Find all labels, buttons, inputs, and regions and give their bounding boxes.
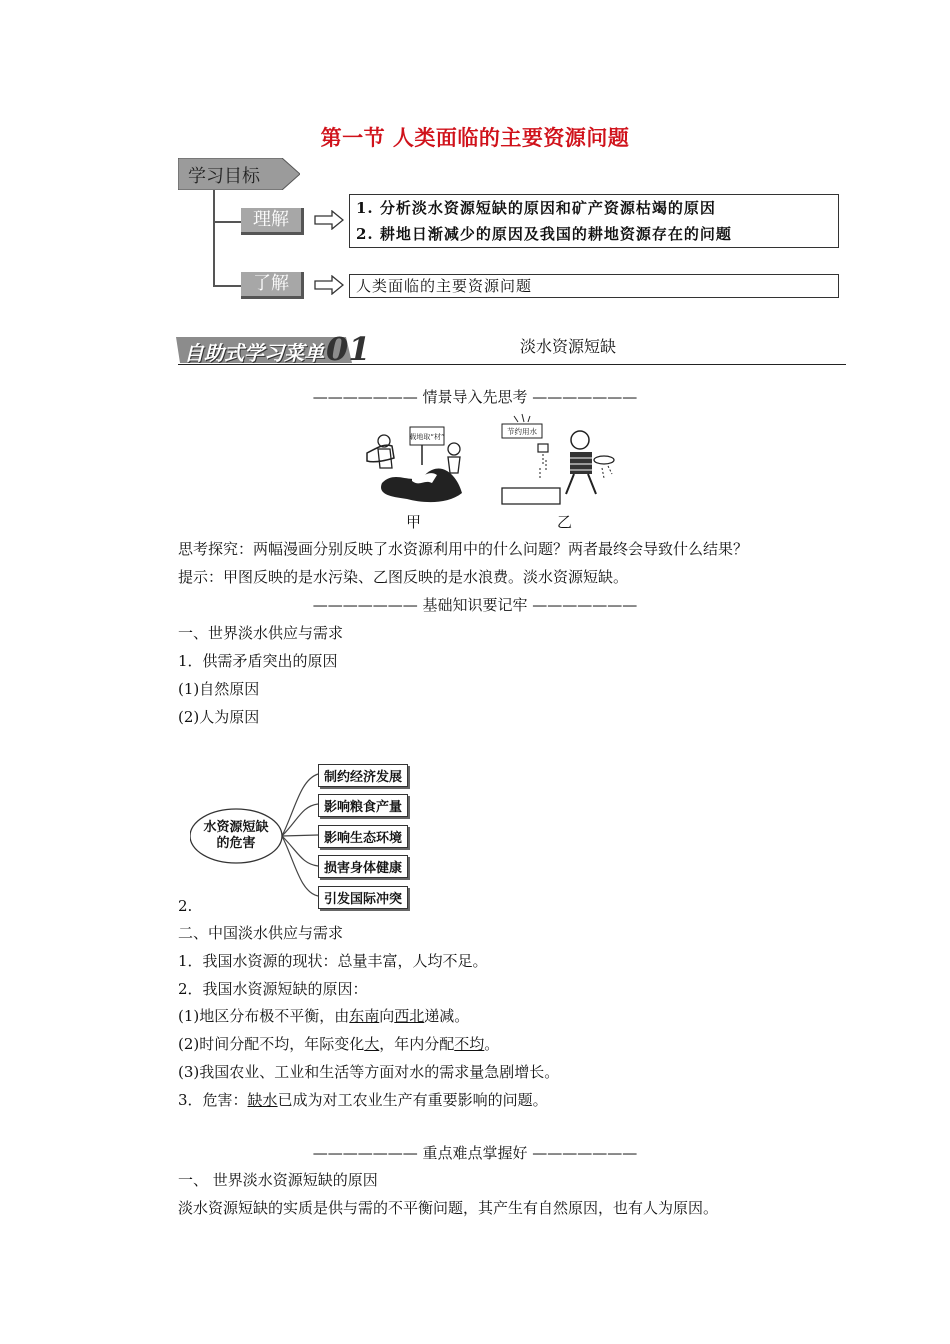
china-item-2a: [178, 1006, 469, 1026]
china-item-2a-mid: 向: [379, 1007, 395, 1025]
section-heading-basics: ——————— 基础知识要记牢 ———————: [312, 596, 638, 614]
item-2-number: 2.: [178, 897, 193, 915]
china-item-2b-pre: (2)时间分配不均，年际变化: [178, 1035, 365, 1053]
goals-branch-1: [213, 221, 241, 223]
menu-divider: [178, 364, 846, 365]
cartoon-waste: [500, 410, 618, 508]
china-item-2b-mid: ，年内分配: [379, 1035, 455, 1053]
item-1a: (1)自然原因: [178, 680, 260, 698]
item-1: 1．供需矛盾突出的原因: [178, 652, 338, 670]
answer-large: 大: [364, 1035, 380, 1053]
china-item-2b: [178, 1034, 499, 1054]
cartoon-sign-left: 载地取“材”: [409, 433, 445, 441]
answer-northwest: 西北: [394, 1007, 425, 1025]
mindmap-item-1: 制约经济发展: [318, 764, 408, 787]
menu-topic: 淡水资源短缺: [520, 337, 617, 356]
arrow-right-icon: [314, 210, 344, 230]
menu-banner: [176, 330, 388, 368]
china-item-1: 1．我国水资源的现状：总量丰富，人均不足。: [178, 952, 488, 970]
heading-china-water: 二、中国淡水供应与需求: [178, 924, 344, 942]
know-item-1: 人类面临的主要资源问题: [356, 277, 533, 295]
know-items-box: [349, 274, 839, 298]
page-title: 第一节 人类面临的主要资源问题: [320, 126, 630, 150]
mindmap: [190, 760, 430, 910]
understand-item-2: 2. 耕地日渐减少的原因及我国的耕地资源存在的问题: [356, 225, 732, 243]
understand-item-1: 1. 分析淡水资源短缺的原因和矿产资源枯竭的原因: [356, 199, 716, 217]
menu-banner-number: 01: [326, 330, 371, 368]
china-item-3-pre: 3．危害：: [178, 1091, 248, 1109]
know-label: 了解: [241, 272, 304, 299]
understand-items-box: [349, 194, 839, 248]
caption-right: 乙: [557, 513, 573, 531]
arrow-right-icon: [314, 275, 344, 295]
understand-label: 理解: [241, 208, 304, 235]
think-hint: 提示：甲图反映的是水污染、乙图反映的是水浪费。淡水资源短缺。: [178, 568, 629, 586]
shortage-causes-text: 淡水资源短缺的实质是供与需的不平衡问题，其产生有自然原因，也有人为原因。: [178, 1199, 719, 1217]
mindmap-item-4: 损害身体健康: [318, 855, 408, 878]
china-item-2c: (3)我国农业、工业和生活等方面对水的需求量急剧增长。: [178, 1063, 560, 1081]
mindmap-center-line1: 水资源短缺: [203, 820, 269, 835]
mindmap-item-3: 影响生态环境: [318, 825, 408, 848]
china-item-2: 2．我国水资源短缺的原因：: [178, 980, 368, 998]
item-1b: (2)人为原因: [178, 708, 260, 726]
answer-uneven: 不均: [454, 1035, 485, 1053]
answer-water-shortage: 缺水: [247, 1091, 278, 1109]
mindmap-item-5: 引发国际冲突: [318, 886, 408, 909]
cartoon-sign-right: 节约用水: [507, 427, 537, 436]
china-item-2a-pre: (1)地区分布极不平衡，由: [178, 1007, 350, 1025]
goals-branch-2: [213, 285, 241, 287]
goals-tree-line: [213, 190, 215, 285]
answer-southeast: 东南: [349, 1007, 380, 1025]
china-item-2a-post: 递减。: [424, 1007, 470, 1025]
china-item-2b-post: 。: [484, 1035, 500, 1053]
caption-left: 甲: [406, 513, 422, 531]
heading-shortage-causes: 一、 世界淡水资源短缺的原因: [178, 1171, 378, 1189]
goals-banner-label: 学习目标: [188, 166, 260, 187]
mindmap-item-2: 影响粮食产量: [318, 794, 408, 817]
menu-banner-label: 自助式学习菜单: [184, 341, 324, 365]
mindmap-center-line2: 的危害: [216, 836, 256, 851]
cartoon-pollution: [362, 413, 472, 508]
heading-world-water: 一、世界淡水供应与需求: [178, 624, 344, 642]
section-heading-scene: ——————— 情景导入先思考 ———————: [312, 388, 638, 406]
china-item-3: [178, 1090, 548, 1110]
think-question: 思考探究：两幅漫画分别反映了水资源利用中的什么问题？两者最终会导致什么结果？: [178, 540, 749, 558]
section-heading-key-points: ——————— 重点难点掌握好 ———————: [312, 1144, 638, 1162]
china-item-3-post: 已成为对工农业生产有重要影响的问题。: [277, 1091, 548, 1109]
